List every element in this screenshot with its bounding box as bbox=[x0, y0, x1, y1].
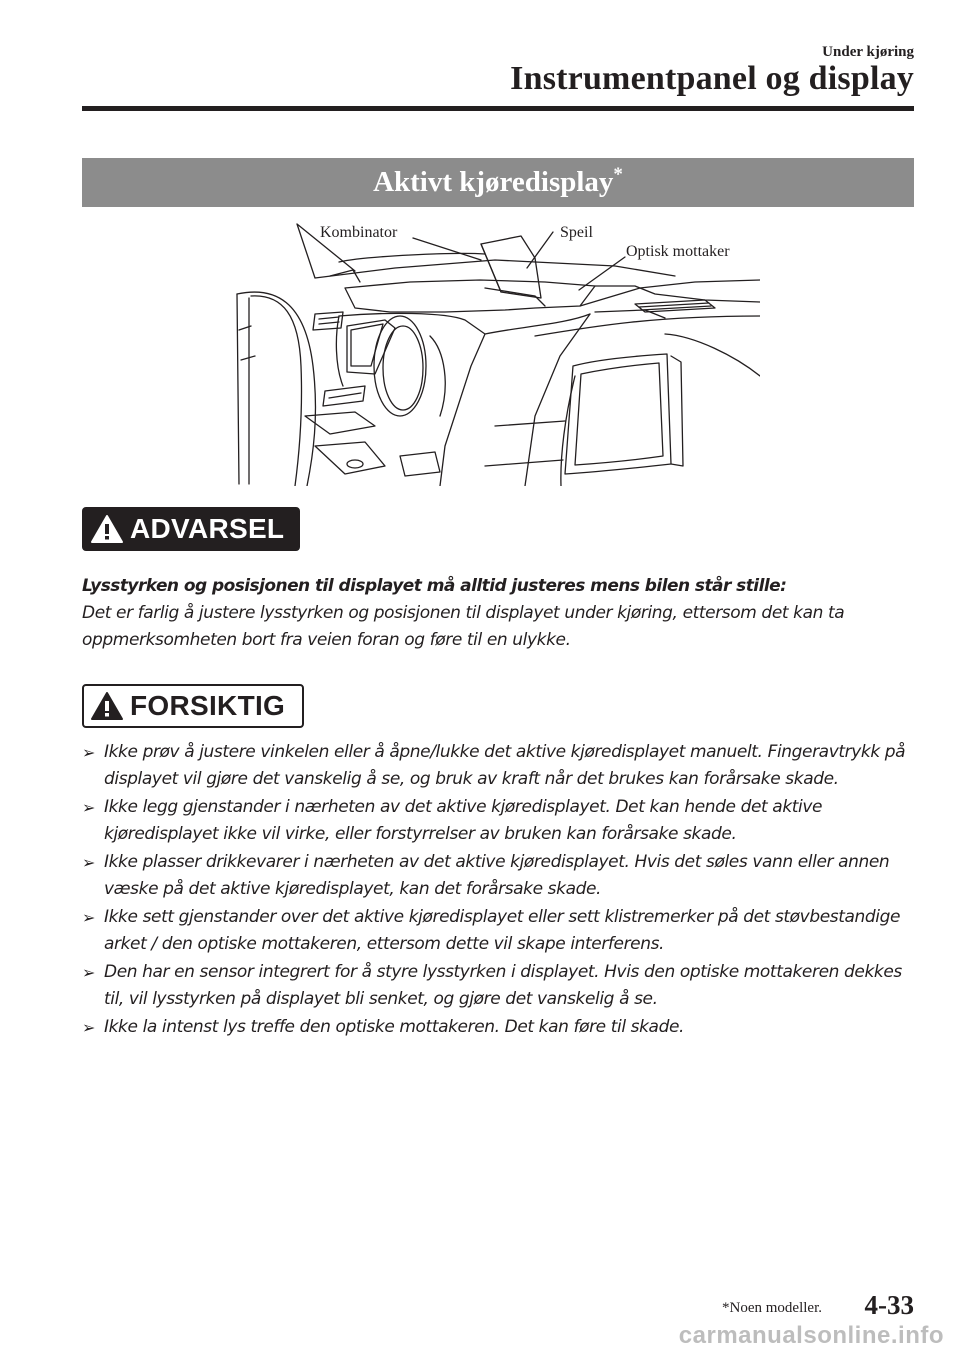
page-header-section: Under kjøring bbox=[822, 44, 914, 60]
page-number: 4-33 bbox=[864, 1290, 914, 1320]
bullet-arrow-icon: ➢ bbox=[82, 743, 96, 762]
header-rule bbox=[82, 106, 914, 111]
bullet-arrow-icon: ➢ bbox=[82, 1018, 96, 1037]
caution-item bbox=[82, 849, 912, 903]
dashboard-illustration bbox=[235, 216, 760, 486]
caution-item bbox=[82, 959, 912, 1013]
caution-item bbox=[82, 1014, 912, 1041]
caution-item bbox=[82, 794, 912, 848]
figure-label-optical-receiver: Optisk mottaker bbox=[626, 243, 730, 260]
bullet-arrow-icon: ➢ bbox=[82, 963, 96, 982]
caution-list bbox=[82, 739, 912, 1042]
figure-label-mirror: Speil bbox=[560, 224, 593, 241]
caution-item-text: Ikke legg gjenstander i nærheten av det aktive kjøredisplayet. Det kan hende det aktive kjøredisplayet ikke vil virke, eller forstyrrelser av bruken kan forårsake skade. bbox=[104, 797, 823, 844]
caution-triangle-icon bbox=[90, 691, 124, 721]
caution-item-text: Ikke sett gjenstander over det aktive kjøredisplayet eller sett klistremerker på det støvbestandige arket / den optiske mottakeren, ettersom dette vil skape interferens. bbox=[104, 907, 901, 954]
caution-item-text: Ikke prøv å justere vinkelen eller å åpne/lukke det aktive kjøredisplayet manuelt. Fingeravtrykk på displayet vil gjøre det vanskelig å se, og bruk av kraft når det brukes kan forårsake skade. bbox=[104, 742, 906, 789]
section-heading-marker: * bbox=[613, 164, 623, 185]
figure-label-combiner: Kombinator bbox=[320, 224, 398, 241]
caution-item-text: Den har en sensor integrert for å styre lysstyrken i displayet. Hvis den optiske mottakeren dekkes til, vil lysstyrken på displayet bli senket, og gjøre det vanskelig å se. bbox=[104, 962, 902, 1009]
caution-item bbox=[82, 739, 912, 793]
warning-badge bbox=[82, 507, 300, 551]
bullet-arrow-icon: ➢ bbox=[82, 908, 96, 927]
caution-badge bbox=[82, 684, 304, 728]
caution-badge-label: FORSIKTIG bbox=[130, 690, 286, 721]
footnote: *Noen modeller. bbox=[722, 1300, 822, 1316]
page-header-title: Instrumentpanel og display bbox=[510, 60, 914, 97]
bullet-arrow-icon: ➢ bbox=[82, 853, 96, 872]
section-heading-title: Aktivt kjøredisplay bbox=[373, 166, 614, 198]
warning-triangle-icon bbox=[90, 514, 124, 544]
warning-body: Det er farlig å justere lysstyrken og posisjonen til displayet under kjøring, ettersom det kan ta oppmerksomheten bort fra veien foran og føre til en ulykke. bbox=[82, 603, 845, 650]
bullet-arrow-icon: ➢ bbox=[82, 798, 96, 817]
caution-item-text: Ikke plasser drikkevarer i nærheten av det aktive kjøredisplayet. Hvis det søles vann eller annen væske på det aktive kjøredisplayet, kan det forårsake skade. bbox=[104, 852, 890, 899]
caution-item-text: Ikke la intenst lys treffe den optiske mottakeren. Det kan føre til skade. bbox=[104, 1017, 685, 1037]
caution-item bbox=[82, 904, 912, 958]
leader-combiner bbox=[413, 238, 481, 260]
warning-badge-label: ADVARSEL bbox=[130, 513, 285, 544]
watermark: carmanualsonline.info bbox=[678, 1322, 944, 1349]
section-heading-banner bbox=[82, 158, 914, 207]
warning-heading: Lysstyrken og posisjonen til displayet må alltid justeres mens bilen står stille: bbox=[82, 576, 787, 596]
